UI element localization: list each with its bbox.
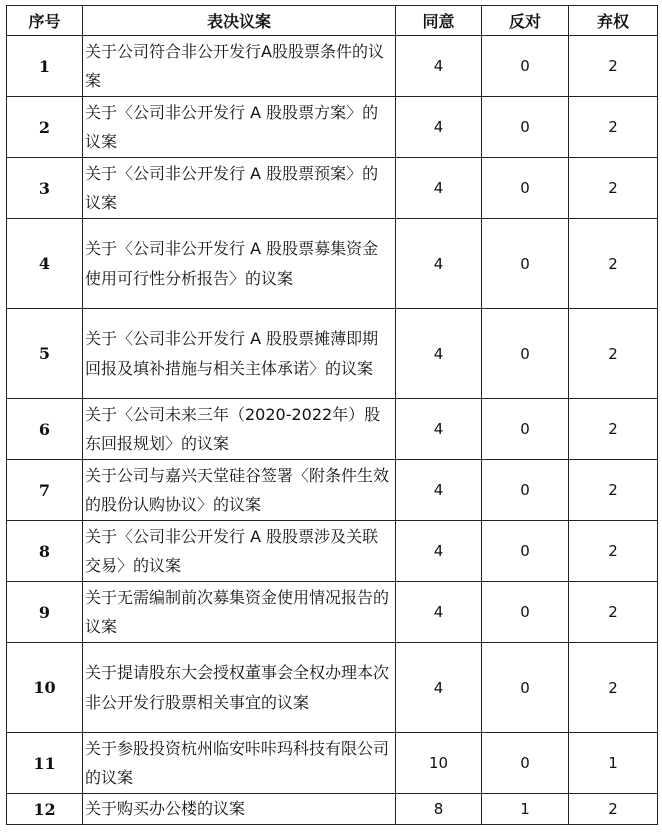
header-agree: 同意: [396, 6, 482, 36]
table-row: [7, 97, 658, 158]
row-number: 3: [7, 158, 83, 219]
table-row: [7, 399, 658, 460]
abstain-count: 2: [569, 158, 658, 219]
abstain-count: 2: [569, 460, 658, 521]
oppose-count: 0: [482, 399, 569, 460]
agree-count: 4: [396, 158, 482, 219]
agree-count: 4: [396, 521, 482, 582]
table-row: [7, 643, 658, 733]
table-row: [7, 521, 658, 582]
agree-count: 10: [396, 733, 482, 794]
resolution-title: 关于〈公司非公开发行 A 股股票方案〉的议案: [83, 97, 396, 158]
abstain-count: 2: [569, 521, 658, 582]
resolution-title: 关于公司符合非公开发行A股股票条件的议案: [83, 36, 396, 97]
resolution-title: 关于无需编制前次募集资金使用情况报告的议案: [83, 582, 396, 643]
oppose-count: 0: [482, 643, 569, 733]
resolution-title: 关于购买办公楼的议案: [83, 794, 396, 825]
voting-table: [6, 5, 658, 825]
abstain-count: 1: [569, 733, 658, 794]
abstain-count: 2: [569, 36, 658, 97]
agree-count: 4: [396, 582, 482, 643]
resolution-title: 关于〈公司非公开发行 A 股股票募集资金使用可行性分析报告〉的议案: [83, 219, 396, 309]
abstain-count: 2: [569, 399, 658, 460]
row-number: 11: [7, 733, 83, 794]
row-number: 4: [7, 219, 83, 309]
agree-count: 4: [396, 36, 482, 97]
table-row: [7, 582, 658, 643]
header-abstain: 弃权: [569, 6, 658, 36]
row-number: 2: [7, 97, 83, 158]
row-number: 12: [7, 794, 83, 825]
abstain-count: 2: [569, 582, 658, 643]
header-resolution: 表决议案: [83, 6, 396, 36]
abstain-count: 2: [569, 97, 658, 158]
oppose-count: 0: [482, 309, 569, 399]
resolution-title: 关于参股投资杭州临安咔咔玛科技有限公司的议案: [83, 733, 396, 794]
table-row: [7, 158, 658, 219]
abstain-count: 2: [569, 219, 658, 309]
agree-count: 4: [396, 399, 482, 460]
abstain-count: 2: [569, 794, 658, 825]
agree-count: 4: [396, 460, 482, 521]
agree-count: 4: [396, 219, 482, 309]
row-number: 7: [7, 460, 83, 521]
agree-count: 4: [396, 643, 482, 733]
table-row: [7, 460, 658, 521]
abstain-count: 2: [569, 643, 658, 733]
oppose-count: 0: [482, 521, 569, 582]
oppose-count: 0: [482, 582, 569, 643]
oppose-count: 0: [482, 219, 569, 309]
resolution-title: 关于〈公司未来三年（2020-2022年）股东回报规划〉的议案: [83, 399, 396, 460]
oppose-count: 0: [482, 733, 569, 794]
row-number: 8: [7, 521, 83, 582]
resolution-title: 关于〈公司非公开发行 A 股股票预案〉的议案: [83, 158, 396, 219]
oppose-count: 1: [482, 794, 569, 825]
resolution-title: 关于公司与嘉兴天堂硅谷签署〈附条件生效的股份认购协议〉的议案: [83, 460, 396, 521]
header-index: 序号: [7, 6, 83, 36]
table-row: [7, 733, 658, 794]
oppose-count: 0: [482, 36, 569, 97]
row-number: 1: [7, 36, 83, 97]
oppose-count: 0: [482, 97, 569, 158]
header-oppose: 反对: [482, 6, 569, 36]
agree-count: 8: [396, 794, 482, 825]
resolution-title: 关于〈公司非公开发行 A 股股票摊薄即期回报及填补措施与相关主体承诺〉的议案: [83, 309, 396, 399]
agree-count: 4: [396, 309, 482, 399]
table-row: [7, 309, 658, 399]
header-row: [7, 6, 658, 36]
oppose-count: 0: [482, 158, 569, 219]
row-number: 5: [7, 309, 83, 399]
table-row: [7, 219, 658, 309]
resolution-title: 关于提请股东大会授权董事会全权办理本次非公开发行股票相关事宜的议案: [83, 643, 396, 733]
row-number: 10: [7, 643, 83, 733]
resolution-title: 关于〈公司非公开发行 A 股股票涉及关联交易〉的议案: [83, 521, 396, 582]
row-number: 6: [7, 399, 83, 460]
agree-count: 4: [396, 97, 482, 158]
table-row: [7, 36, 658, 97]
table-row: [7, 794, 658, 825]
row-number: 9: [7, 582, 83, 643]
abstain-count: 2: [569, 309, 658, 399]
oppose-count: 0: [482, 460, 569, 521]
